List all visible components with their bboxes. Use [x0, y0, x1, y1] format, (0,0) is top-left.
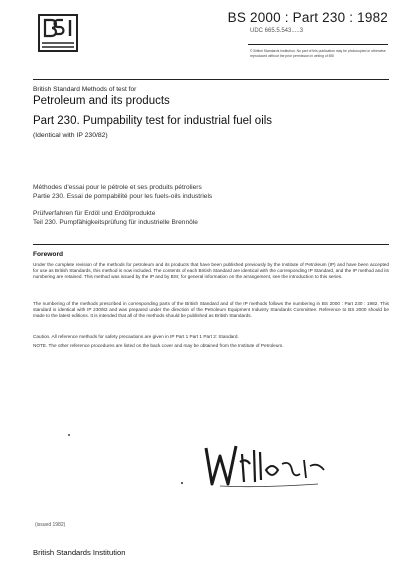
french-title-line-2: Partie 230. Essai de pompabilité pour les fuels-oils industriels — [33, 192, 213, 200]
main-title: Petroleum and its products — [33, 95, 170, 107]
foreword-paragraph: The numbering of the methods prescribed in corresponding parts of the British Standard and of the IP methods follows the numbering in BS 2000 : Part 230 : 1982. This standard is identical with IP 230/82 and was prepared under the direction of the Petroleum Equipment Industry Standards Committee. Reference to BS 2000 should be made to the latest editions. It is intended that all of the methods should be published as British Standards. — [33, 301, 389, 319]
bsi-logo — [38, 14, 78, 52]
top-divider — [33, 79, 389, 80]
german-title-line-1: Prüfverfahren für Erdöl und Erdölprodukte — [33, 210, 156, 217]
french-title — [33, 184, 212, 201]
scan-speck — [181, 482, 183, 484]
foreword-paragraph: Under the complete revision of the methods for petroleum and its products that have been published previously by the Institute of Petroleum (IP) and have been accepted for use as British Standards, this method is now included. The contents of each British Standard are identical with the corresponding IP Standard, and the IP method and its numbering are retained. This method was issued by the IP and by BSI; for general information on the arrangement, see the introduction to this series. — [33, 262, 389, 280]
german-title — [33, 210, 198, 227]
standard-number: BS 2000 : Part 230 : 1982 — [227, 10, 388, 25]
german-title-line-2: Teil 230. Pumpfähigkeitsprüfung für industrielle Brennöle — [33, 218, 198, 226]
udc-code: UDC 665.5.543.....3 — [250, 28, 304, 34]
copyright-notice: © British Standards Institution. No part of this publication may be photocopied or otherwise reproduced without the prior permission in writing of BSI — [250, 49, 386, 58]
scan-speck — [68, 434, 70, 436]
issue-date: (issued 1982) — [35, 522, 66, 528]
foreword-divider — [33, 244, 389, 245]
foreword-caution: Caution. All reference methods for safety precautions are given in IP Part 1 Part 1 Part 2: Standard. — [33, 334, 239, 339]
series-title: British Standard Methods of test for — [33, 86, 137, 93]
organization-name: British Standards Institution — [33, 548, 126, 557]
part-title: Part 230. Pumpability test for industrial fuel oils — [33, 115, 273, 127]
identical-note: (Identical with IP 230/82) — [33, 132, 108, 139]
foreword-note: NOTE. The other reference procedures are listed on the back cover and may be obtained from the Institute of Petroleum. — [33, 343, 284, 348]
french-title-line-1: Méthodes d'essai pour le pétrole et ses produits pétroliers — [33, 184, 202, 191]
header-rule — [248, 44, 388, 45]
foreword-heading: Foreword — [33, 251, 64, 258]
handwritten-signature — [200, 440, 330, 490]
